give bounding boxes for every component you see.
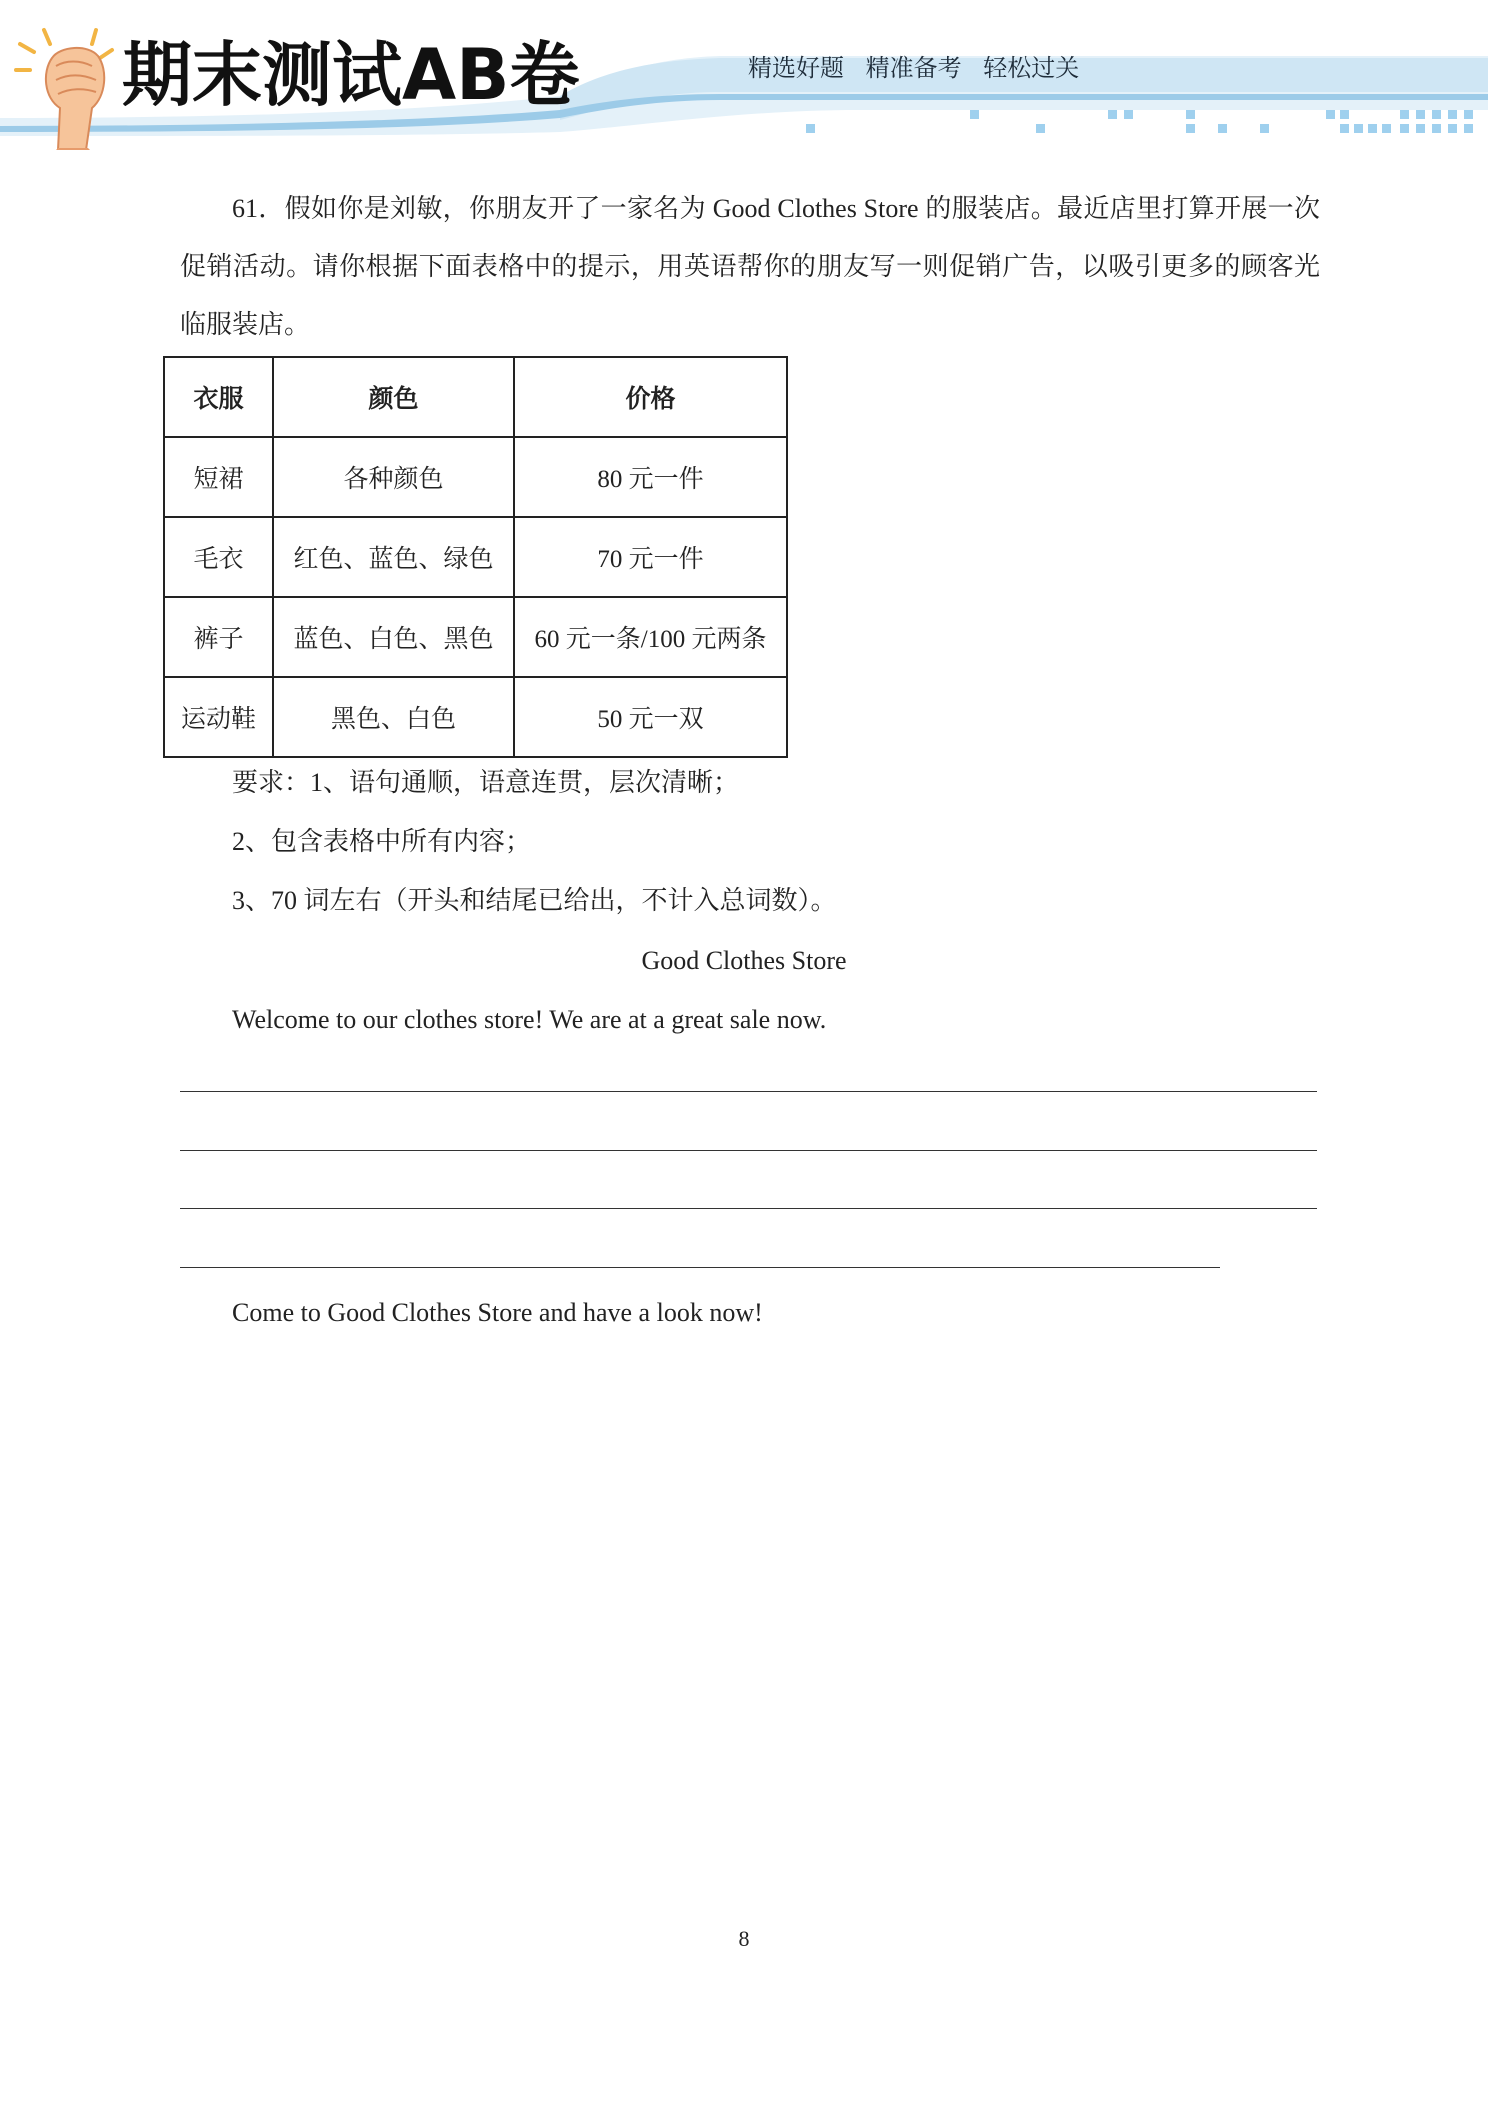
table-cell: 裤子 <box>164 597 273 677</box>
table-row <box>164 677 787 757</box>
table-cell: 80 元一件 <box>514 437 787 517</box>
table-header-color: 颜色 <box>273 357 514 437</box>
table-row <box>164 517 787 597</box>
table-cell: 毛衣 <box>164 517 273 597</box>
page-number: 8 <box>738 1926 750 1951</box>
table-header-clothes: 衣服 <box>164 357 273 437</box>
clothes-table <box>163 356 788 758</box>
table-cell: 60 元一条/100 元两条 <box>514 597 787 677</box>
answer-line[interactable] <box>180 1091 1317 1092</box>
table-row <box>164 597 787 677</box>
table-cell: 50 元一双 <box>514 677 787 757</box>
banner-title: 期末测试AB卷 <box>122 34 580 116</box>
question-intro <box>180 180 1320 354</box>
table-row <box>164 437 787 517</box>
slogan-1: 精选好题 <box>748 54 844 82</box>
table-header-price: 价格 <box>514 357 787 437</box>
table-cell: 运动鞋 <box>164 677 273 757</box>
writing-opening: Welcome to our clothes store! We are at a great sale now. <box>232 1005 827 1034</box>
table-cell: 红色、蓝色、绿色 <box>273 517 514 597</box>
table-cell: 70 元一件 <box>514 517 787 597</box>
answer-line[interactable] <box>180 1150 1317 1151</box>
requirement-3: 3、70 词左右（开头和结尾已给出，不计入总词数）。 <box>232 886 837 915</box>
table-cell: 黑色、白色 <box>273 677 514 757</box>
writing-closing: Come to Good Clothes Store and have a look now! <box>232 1298 763 1327</box>
requirement-1: 要求：1、语句通顺，语意连贯，层次清晰； <box>232 768 740 797</box>
header-banner <box>0 0 1488 150</box>
slogan-2: 精准备考 <box>865 54 962 82</box>
table-cell: 短裙 <box>164 437 273 517</box>
table-cell: 蓝色、白色、黑色 <box>273 597 514 677</box>
banner-slogan <box>748 56 1079 80</box>
writing-title: Good Clothes Store <box>641 946 847 975</box>
answer-line[interactable] <box>180 1208 1317 1209</box>
table-header-row <box>164 357 787 437</box>
slogan-3: 轻松过关 <box>983 54 1080 82</box>
requirement-2: 2、包含表格中所有内容； <box>232 827 532 856</box>
question-number: 61． <box>232 194 285 223</box>
question-text: 假如你是刘敏，你朋友开了一家名为 Good Clothes Store 的服装店。最近店里打算开展一次促销活动。请你根据下面表格中的提示，用英语帮你的朋友写一则促销广告，以吸引更多的顾客光临服装店。 <box>180 194 1320 339</box>
table-cell: 各种颜色 <box>273 437 514 517</box>
answer-line[interactable] <box>180 1267 1220 1268</box>
